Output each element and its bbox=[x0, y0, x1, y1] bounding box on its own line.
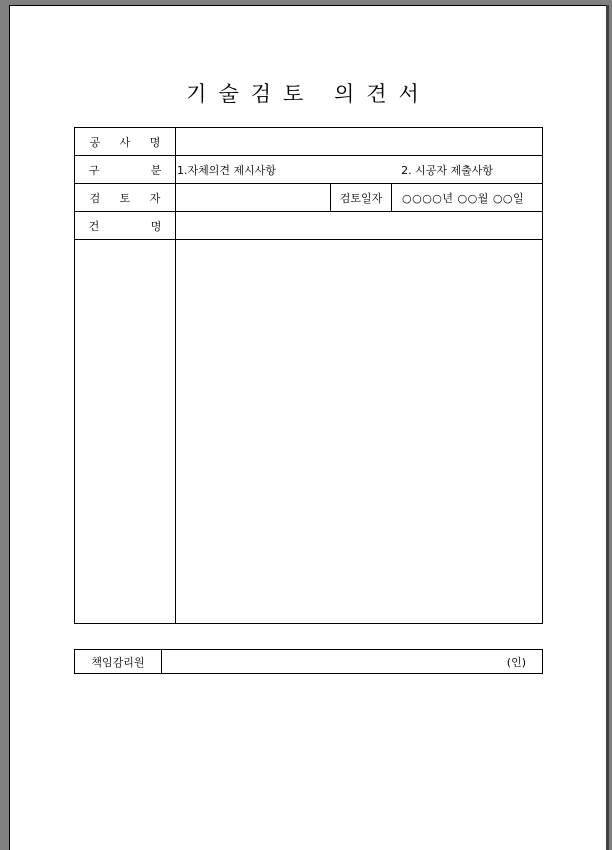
category-option-contractor: 2. 시공자 제출사항 bbox=[401, 163, 493, 177]
review-date-label: 검토일자 bbox=[331, 184, 392, 212]
category-option-internal: 1.자체의견 제시사항 bbox=[177, 163, 276, 177]
review-date-value[interactable]: ○○○○년 ○○월 ○○일 bbox=[392, 184, 543, 212]
subject-label: 건 명 bbox=[75, 212, 176, 240]
seal-field[interactable] bbox=[162, 650, 543, 674]
reviewer-label: 검 토 자 bbox=[75, 184, 176, 212]
opinion-body-field[interactable] bbox=[176, 240, 543, 624]
project-name-field[interactable] bbox=[176, 128, 543, 156]
signature-table bbox=[74, 649, 543, 674]
document-title: 기술검토 의견서 bbox=[186, 82, 431, 106]
opinion-body-left-cell bbox=[75, 240, 176, 624]
signature-row bbox=[75, 650, 543, 674]
category-row bbox=[75, 156, 543, 184]
reviewer-row bbox=[75, 184, 543, 212]
subject-field[interactable] bbox=[176, 212, 543, 240]
project-name-row bbox=[75, 128, 543, 156]
project-name-label: 공 사 명 bbox=[75, 128, 176, 156]
seal-mark: (인) bbox=[506, 655, 526, 669]
opinion-body-row bbox=[75, 240, 543, 624]
reviewer-field[interactable] bbox=[176, 184, 331, 212]
category-field[interactable] bbox=[176, 156, 543, 184]
category-label: 구 분 bbox=[75, 156, 176, 184]
subject-row bbox=[75, 212, 543, 240]
chief-supervisor-label: 책임감리원 bbox=[75, 650, 162, 674]
review-form-table bbox=[74, 127, 543, 624]
document-page bbox=[9, 5, 606, 850]
